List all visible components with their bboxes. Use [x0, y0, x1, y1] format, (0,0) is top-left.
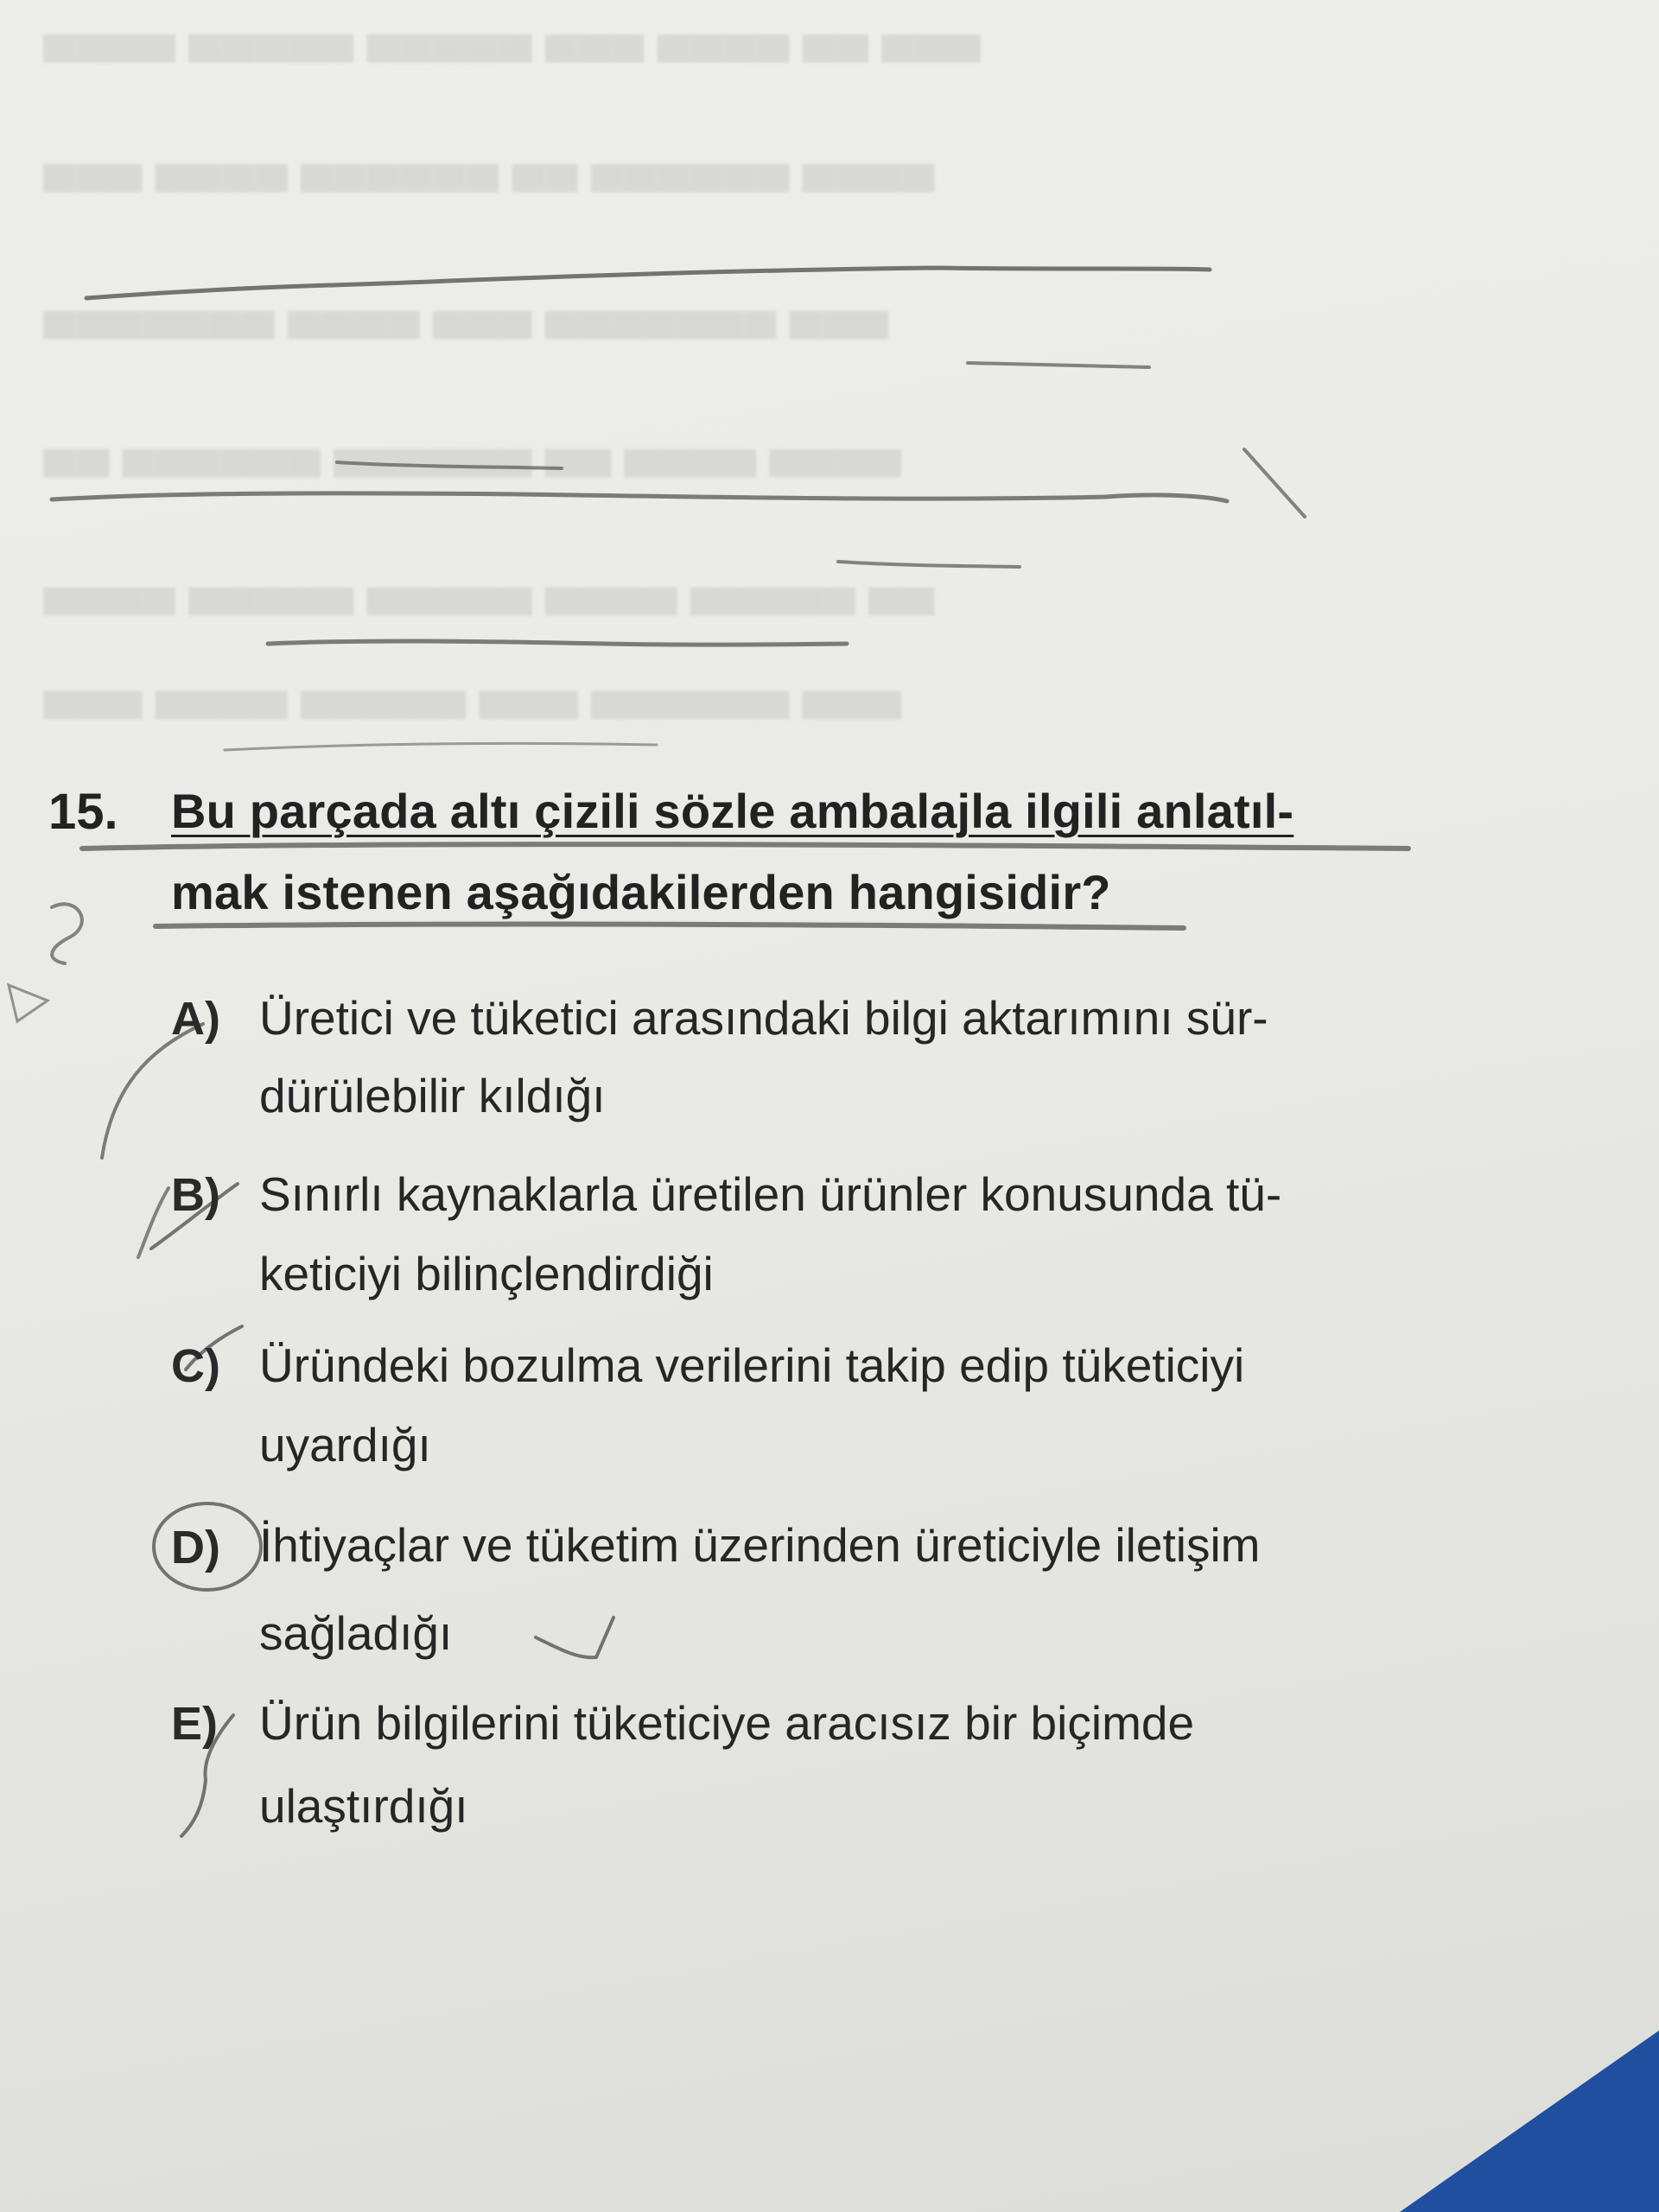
option-text-line1: Ürün bilgilerini tüketiciye aracısız bir biçimde [259, 1696, 1195, 1750]
option-letter: A) [171, 993, 220, 1045]
bleed-line: ▀▀▀ ▀▀▀▀▀▀ ▀▀▀ ▀▀▀▀▀ ▀▀▀▀ ▀▀▀ [43, 692, 902, 744]
option-letter: D) [171, 1522, 220, 1573]
bleed-line: ▀▀▀▀ ▀▀▀▀▀▀ ▀▀ ▀▀▀▀▀▀ ▀▀▀▀ ▀▀▀ [43, 165, 935, 217]
question-text-line2: mak istenen aşağıdakilerden hangisidir? [171, 865, 1111, 919]
option-text-line2: ulaştırdığı [259, 1779, 468, 1833]
question-number: 15. [48, 784, 118, 840]
option-text-line1: Üründeki bozulma verilerini takip edip tüketiciyi [259, 1338, 1245, 1392]
bleed-line: ▀▀▀ ▀▀ ▀▀▀▀ ▀▀▀ ▀▀▀▀▀ ▀▀▀▀▀ ▀▀▀▀ [43, 35, 981, 87]
option-letter: E) [171, 1698, 218, 1750]
bleed-line: ▀▀▀▀ ▀▀▀▀ ▀▀ ▀▀▀▀▀▀ ▀▀▀▀▀▀ ▀▀ [43, 450, 902, 502]
question-text-line1: Bu parçada altı çizili sözle ambalajla ilgili anlatıl- [171, 784, 1294, 838]
option-letter: C) [171, 1340, 220, 1392]
option-text-line2: keticiyi bilinçlendirdiği [259, 1247, 714, 1300]
option-text-line1: Üretici ve tüketici arasındaki bilgi aktarımını sür- [259, 991, 1268, 1045]
option-text-line1: İhtiyaçlar ve tüketim üzerinden üreticiyle iletişim [259, 1518, 1261, 1572]
bleed-line: ▀▀ ▀▀▀▀▀ ▀▀▀▀ ▀▀▀▀▀ ▀▀▀▀▀ ▀▀▀▀ [43, 588, 935, 640]
bleed-line: ▀▀▀ ▀▀▀▀▀▀▀ ▀▀▀ ▀▀▀▀ ▀▀▀▀▀▀▀ [43, 312, 889, 364]
option-letter: B) [171, 1169, 220, 1221]
option-text-line2: dürülebilir kıldığı [259, 1069, 606, 1122]
option-text-line2: uyardığı [259, 1418, 431, 1471]
blue-surface [1400, 2031, 1659, 2212]
option-text-line1: Sınırlı kaynaklarla üretilen ürünler konusunda tü- [259, 1167, 1282, 1221]
option-text-line2: sağladığı [259, 1606, 453, 1660]
blue-surface-corner [1348, 2005, 1659, 2212]
